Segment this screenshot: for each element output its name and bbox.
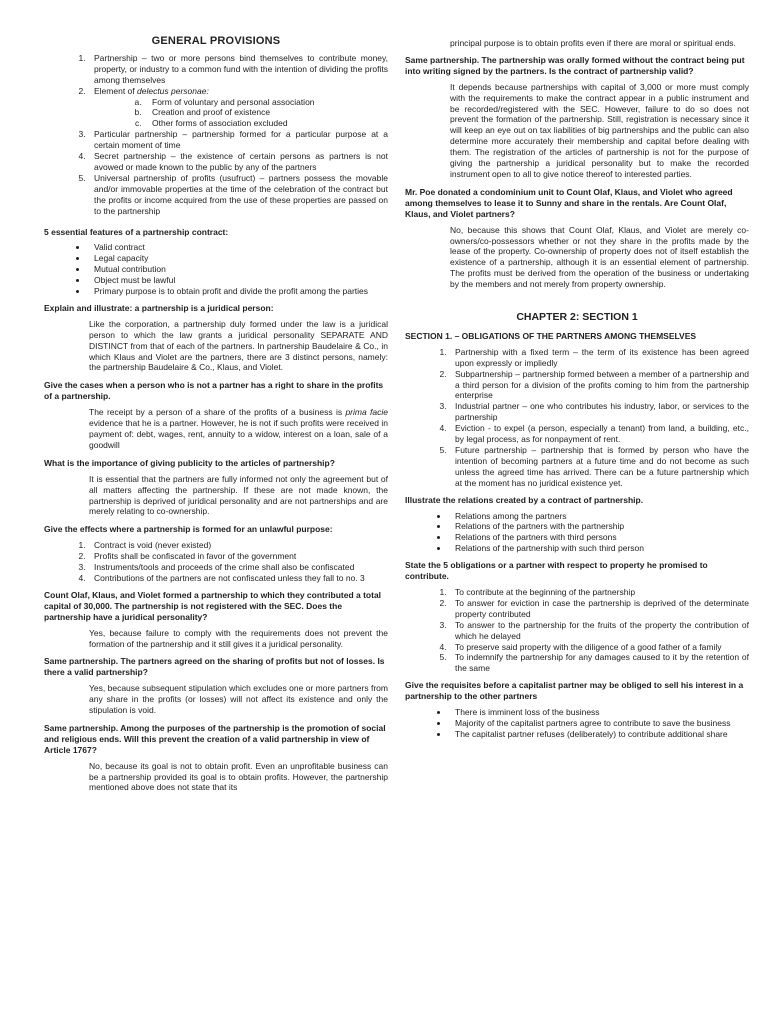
list-item: • Object must be lawful bbox=[88, 275, 388, 286]
obligations-list bbox=[405, 587, 749, 674]
sublist-item: b. Creation and proof of existence bbox=[144, 107, 388, 118]
list-item: • Legal capacity bbox=[88, 253, 388, 264]
list-item bbox=[88, 86, 388, 130]
answer-paragraph: No, because its goal is not to obtain profit. Even an unprofitable business can be a partnership provided its goal is to obtain profits. However, the partnership mentioned above does not state that its bbox=[89, 760, 388, 793]
question-heading: 5 essential features of a partnership contract: bbox=[44, 226, 229, 237]
latin-term: delectus personae: bbox=[137, 85, 209, 96]
relations-list bbox=[405, 511, 749, 555]
question-heading: Same partnership. The partnership was orally formed without the contract being put into writing signed by the partners. Is the contract of partnership valid? bbox=[405, 54, 745, 76]
list-item: • There is imminent loss of the business bbox=[449, 707, 749, 718]
latin-term: prima facie bbox=[345, 407, 388, 418]
list-item: 4. Contributions of the partners are not confiscated unless they fall to no. 3 bbox=[88, 573, 388, 584]
features-list bbox=[44, 242, 388, 297]
question-heading: Give the cases when a person who is not a partner has a right to share in the profits of a partnership. bbox=[44, 380, 384, 402]
list-item: 1. Partnership with a fixed term – the term of its existence has been agreed upon expressly or impliedly bbox=[449, 347, 749, 369]
sublist-item: c. Other forms of association excluded bbox=[144, 118, 388, 129]
answer-paragraph: Like the corporation, a partnership duly formed under the law is a juridical person to which the law grants a juridical personality SEPARATE AND DISTINCT from that of each of the partners. In partnership Baudelaire & Co., in which Klaus and Violet are the partners, there are 3 distinct persons, namely: the partnership Baudelaire & Co., Klaus, and Violet. bbox=[89, 318, 388, 373]
left-column bbox=[44, 36, 388, 800]
answer-paragraph: No, because this shows that Count Olaf, Klaus, and Violet are merely co-owners/co-possessors whether or not they share in the profits made by the lease of the property. Co-ownership of property does not of itself establish the existence of a partnership, although it is an essential element of partnership. The profits must be derived from the operation of the business or undertaking by the members and not merely from property ownership. bbox=[450, 224, 749, 290]
list-item: 3. Particular partnership – partnership formed for a particular purpose at a certain moment of time bbox=[88, 129, 388, 151]
list-item: • Relations of the partners with the partnership bbox=[449, 521, 749, 532]
capitalist-requisites-list bbox=[405, 707, 749, 740]
list-item: 2. To answer for eviction in case the partnership is deprived of the determinate property contributed bbox=[449, 598, 749, 620]
list-item: • The capitalist partner refuses (deliberately) to contribute additional share bbox=[449, 729, 749, 740]
list-item: 1. Partnership – two or more persons bind themselves to contribute money, property, or industry to a common fund with the intention of dividing the profits among themselves bbox=[88, 53, 388, 86]
list-item: • Majority of the capitalist partners agree to contribute to save the business bbox=[449, 718, 749, 729]
list-item: 1. To contribute at the beginning of the partnership bbox=[449, 587, 749, 598]
list-item: 4. Eviction - to expel (a person, especially a tenant) from land, a building, etc., by legal process, as for nonpayment of rent. bbox=[449, 423, 749, 445]
list-item: 2. Subpartnership – partnership formed between a member of a partnership and a third person for a division of the profits coming to him from the partnership enterprise bbox=[449, 369, 749, 402]
answer-paragraph bbox=[89, 407, 388, 451]
list-item: 3. To answer to the partnership for the fruits of the property the contribution of which he delayed bbox=[449, 620, 749, 642]
section-heading: SECTION 1. – OBLIGATIONS OF THE PARTNERS AMONG THEMSELVES bbox=[405, 330, 697, 341]
chapter-heading: CHAPTER 2: SECTION 1 bbox=[516, 311, 638, 324]
list-item: 4. Secret partnership – the existence of certain persons as partners is not avowed or made known to the public by any of the partners bbox=[88, 151, 388, 173]
answer-paragraph: Yes, because subsequent stipulation which excludes one or more partners from any share in the profits (or losses) will not affect its existence and only the stipulation is void. bbox=[89, 683, 388, 716]
question-heading: Count Olaf, Klaus, and Violet formed a partnership to which they contributed a total capital of 30,000. The partnership is not registered with the SEC. Does the partnership have a juridical personality? bbox=[44, 589, 382, 622]
question-heading: Illustrate the relations created by a contract of partnership. bbox=[405, 494, 644, 505]
list-item: • Mutual contribution bbox=[88, 264, 388, 275]
question-heading: Explain and illustrate: a partnership is a juridical person: bbox=[44, 302, 274, 313]
general-provisions-list bbox=[44, 53, 388, 217]
list-item: 3. Instruments/tools and proceeds of the crime shall also be confiscated bbox=[88, 562, 388, 573]
list-item-text: Element of bbox=[94, 85, 137, 96]
answer-paragraph: It is essential that the partners are fully informed not only the agreement but of all matters affecting the partnership. If these are not made known, the partnership is deprived of juridical personality and are not partnerships and are merely relating to co-ownership. bbox=[89, 473, 388, 517]
unlawful-effects-list bbox=[44, 540, 388, 584]
list-item: • Valid contract bbox=[88, 242, 388, 253]
question-heading: Give the effects where a partnership is formed for an unlawful purpose: bbox=[44, 524, 333, 535]
list-item: • Relations of the partners with third persons bbox=[449, 532, 749, 543]
answer-text: The receipt by a person of a share of the profits of a business is bbox=[89, 407, 346, 418]
list-item: • Relations of the partnership with such third person bbox=[449, 543, 749, 554]
answer-paragraph: Yes, because failure to comply with the requirements does not prevent the formation of the partnership and it still gives it a juridical personality. bbox=[89, 627, 388, 649]
answer-paragraph-continued: principal purpose is to obtain profits even if there are moral or spiritual ends. bbox=[450, 38, 736, 48]
right-column bbox=[405, 38, 749, 746]
list-item: • Relations among the partners bbox=[449, 511, 749, 522]
list-item: 5. Future partnership – partnership that is formed by person who have the intention of becoming partners at a future time and do not become as such unless the agreed time has arrived. There can be a future partnership which at the moment has no juridical existence yet. bbox=[449, 445, 749, 489]
sublist-item: a. Form of voluntary and personal association bbox=[144, 97, 388, 108]
question-heading: State the 5 obligations or a partner with respect to property he promised to contribute. bbox=[405, 560, 708, 582]
delectus-sublist bbox=[94, 97, 388, 130]
section-title: GENERAL PROVISIONS bbox=[151, 35, 281, 47]
question-heading: Same partnership. Among the purposes of the partnership is the promotion of social and religious ends. Will this prevent the creation of a valid partnership in view of Article 1767? bbox=[44, 722, 386, 755]
answer-text: evidence that he is a partner. However, he is not if such profits were received in payment of: debt, wages, rent, annuity to a widow, interest on a loan, sale of a goodwill bbox=[89, 418, 388, 450]
list-item: • Primary purpose is to obtain profit and divide the profit among the parties bbox=[88, 286, 388, 297]
list-item: 5. To indemnify the partnership for any damages caused to it by the retention of the same bbox=[449, 652, 749, 674]
list-item: 3. Industrial partner – one who contributes his industry, labor, or services to the partnership bbox=[449, 401, 749, 423]
question-heading: Mr. Poe donated a condominium unit to Count Olaf, Klaus, and Violet who agreed among themselves to lease it to Sunny and share in the rentals. Are Count Olaf, Klaus, and Violet partners? bbox=[405, 186, 733, 219]
list-item: 1. Contract is void (never existed) bbox=[88, 540, 388, 551]
list-item: 5. Universal partnership of profits (usufruct) – partners possess the movable and/or immovable properties at the time of the celebration of the contract but the profits or income acquired from the use of these properties are passed on to the partnership bbox=[88, 173, 388, 217]
list-item: 4. To preserve said property with the diligence of a good father of a family bbox=[449, 642, 749, 653]
question-heading: What is the importance of giving publicity to the articles of partnership? bbox=[44, 457, 335, 468]
definitions-list bbox=[405, 347, 749, 489]
question-heading: Same partnership. The partners agreed on the sharing of profits but not of losses. Is there a valid partnership? bbox=[44, 656, 385, 678]
question-heading: Give the requisites before a capitalist partner may be obliged to sell his interest in a partnership to the other partners bbox=[405, 680, 744, 702]
list-item: 2. Profits shall be confiscated in favor of the government bbox=[88, 551, 388, 562]
answer-paragraph: It depends because partnerships with capital of 3,000 or more must comply with the requirements to make the contract appear in a public instrument and be recorded/registered with the SEC. However, failure to do so does not prevent the formation of the partnership. Still, registration is necessary since it will keep an eye out on tax liabilities of big partnerships and the public can also determine more accurately their membership and capital before dealing with them. The registration of the articles of partnership is not for the purpose of giving the partnership a juridical personality but to make the recorded instrument open to all to give notice thereof to interested parties. bbox=[450, 81, 749, 179]
